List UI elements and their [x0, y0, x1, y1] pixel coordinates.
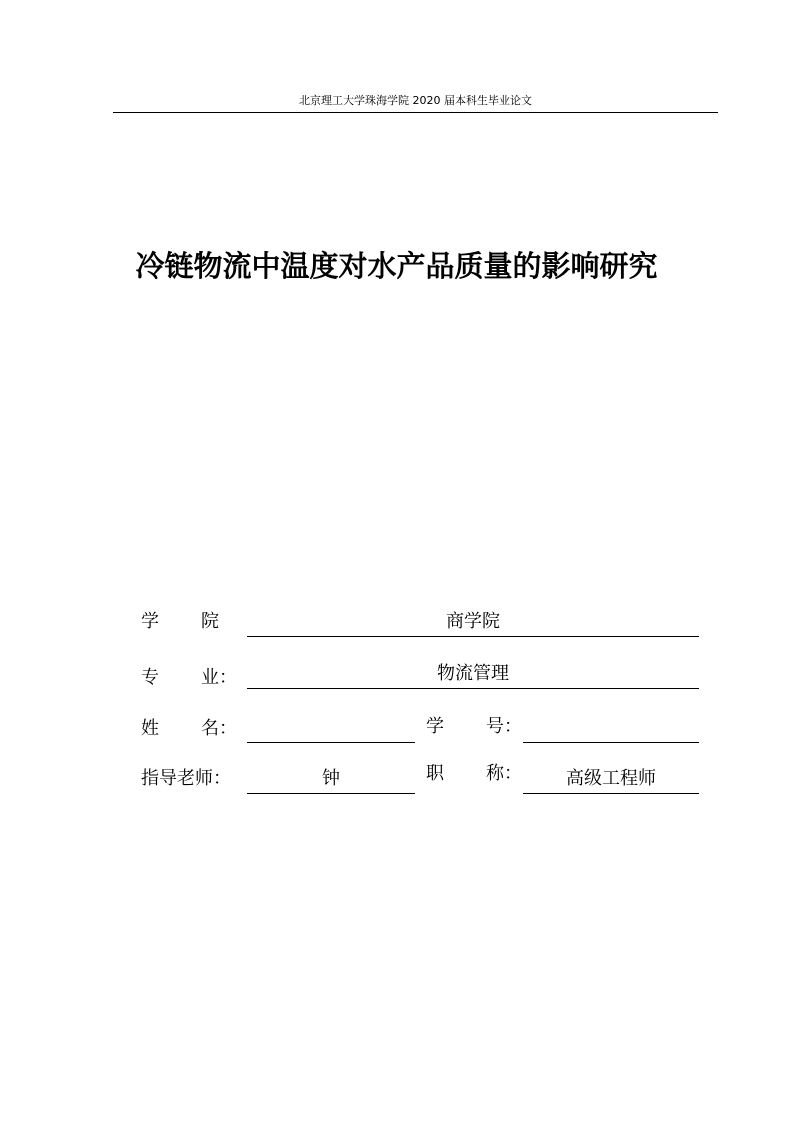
- major-underline: [247, 688, 699, 689]
- advisor-label: 指导老师：: [141, 768, 231, 789]
- college-underline: [247, 636, 699, 637]
- college-value: 商学院: [446, 611, 500, 632]
- major-value: 物流管理: [437, 663, 509, 684]
- running-header: 北京理工大学珠海学院 2020 届本科生毕业论文: [299, 94, 532, 107]
- advisor-title-value: 高级工程师: [566, 768, 656, 789]
- student-id-label-2: 号：: [486, 716, 522, 737]
- name-label-2: 名：: [201, 718, 237, 739]
- name-underline: [247, 742, 415, 743]
- header-rule: [113, 112, 718, 113]
- thesis-title: 冷链物流中温度对水产品质量的影响研究: [135, 249, 658, 283]
- student-id-underline: [523, 742, 699, 743]
- college-label-2: 院: [201, 611, 219, 632]
- advisor-title-label-1: 职: [426, 763, 444, 784]
- student-id-label-1: 学: [426, 716, 444, 737]
- advisor-value: 钟: [322, 768, 340, 789]
- advisor-underline: [247, 793, 415, 794]
- name-label-1: 姓: [141, 718, 159, 739]
- major-label-1: 专: [141, 667, 159, 688]
- advisor-title-underline: [523, 793, 699, 794]
- college-label-1: 学: [141, 611, 159, 632]
- major-label-2: 业：: [201, 667, 237, 688]
- advisor-title-label-2: 称：: [486, 763, 522, 784]
